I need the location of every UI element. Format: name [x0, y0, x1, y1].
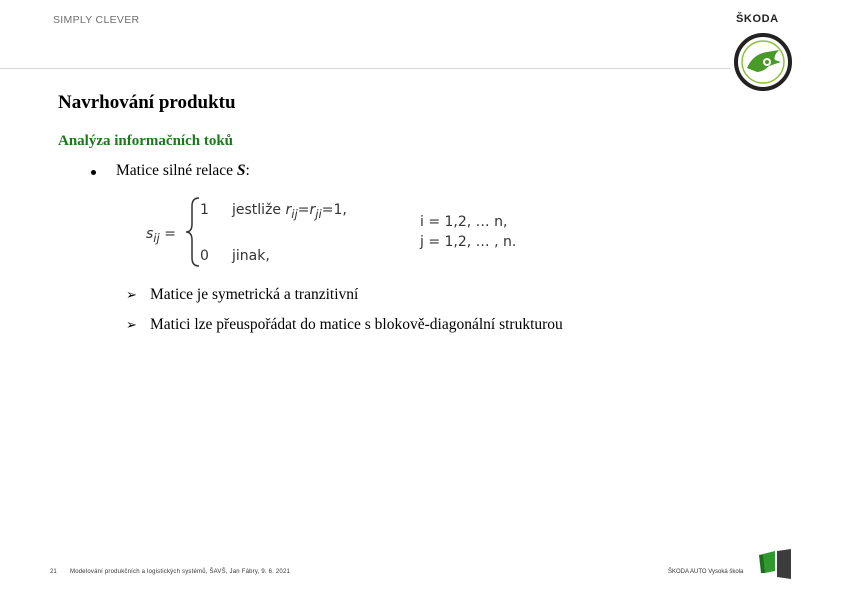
school-name: ŠKODA AUTO Vysoká škola: [668, 569, 744, 575]
range-j: j = 1,2, … , n.: [420, 234, 517, 250]
point-1: ➢ Matice je symetrická a tranzitivní: [126, 286, 359, 303]
bullet-text: Matice silné relace S:: [116, 162, 250, 179]
case2-condition: jinak,: [232, 248, 270, 264]
school-logo-icon: [757, 549, 793, 581]
slide-title: Navrhování produktu: [58, 92, 236, 113]
formula: [140, 190, 540, 270]
footer-text: Modelování produkčních a logistických systémů, ŠAVŠ, Jan Fábry, 9. 6. 2021: [70, 569, 291, 575]
bullet-symbol: S: [236, 162, 246, 179]
slide-subtitle: Analýza informačních toků: [58, 133, 234, 149]
arrow-bullet-icon: ➢: [126, 288, 137, 303]
case1-condition: jestliže $r_{ij}=r_{ji}=1$,: [232, 202, 347, 221]
page-number: 21: [50, 569, 57, 575]
arrow-bullet-icon: ➢: [126, 318, 137, 333]
skoda-logo-icon: [733, 32, 793, 92]
bullet-dot: [91, 170, 96, 175]
range-i: i = 1,2, … n,: [420, 214, 508, 230]
brand-name: ŠKODA: [736, 13, 779, 25]
formula-lhs: $s_{ij}$ =: [146, 226, 176, 245]
header-divider: [0, 68, 730, 69]
tagline: SIMPLY CLEVER: [53, 14, 140, 26]
case2-value: 0: [200, 248, 209, 264]
point-2: ➢ Matici lze přeuspořádat do matice s blokově-diagonální strukturou: [126, 316, 563, 333]
case1-value: 1: [200, 202, 209, 218]
